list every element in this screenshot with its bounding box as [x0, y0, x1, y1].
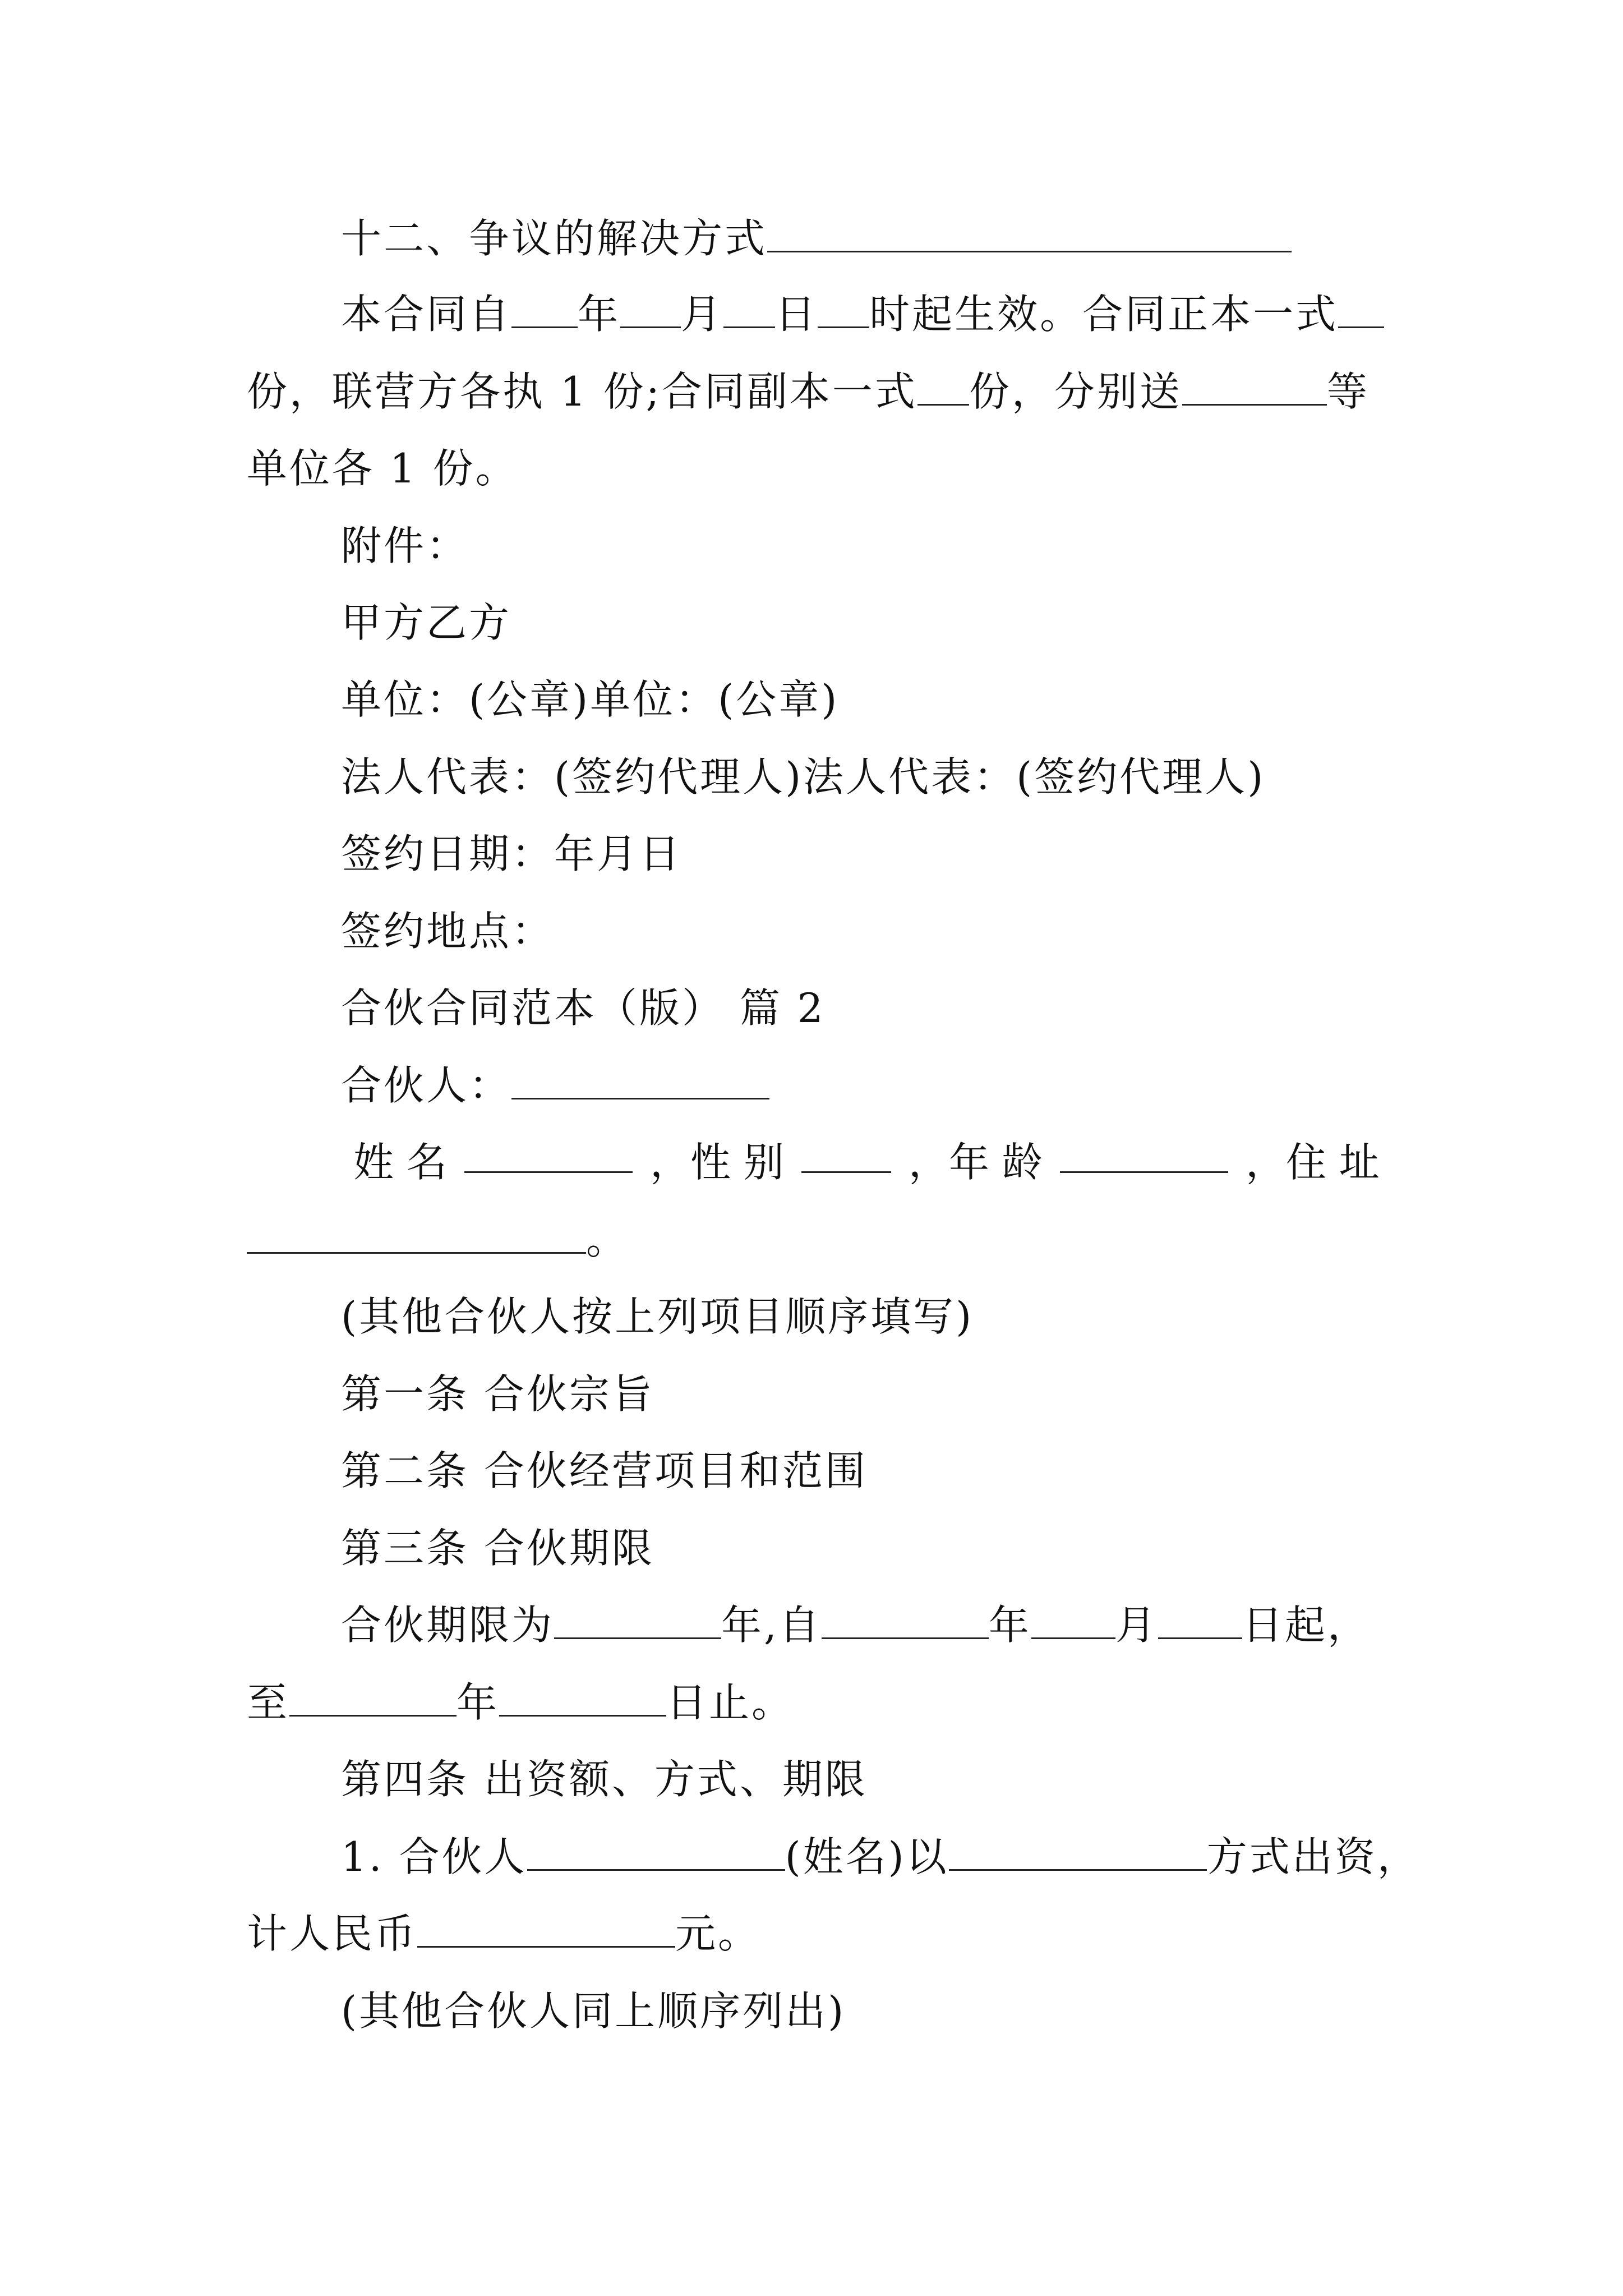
article-4: 第四条 出资额、方式、期限 [341, 1756, 868, 1803]
text: 计人民币 [247, 1910, 418, 1957]
copies-line [247, 364, 1370, 420]
blank-line [1158, 1600, 1242, 1639]
text: 姓 名 [353, 1139, 447, 1186]
text: 日止。 [666, 1679, 795, 1726]
unit-seal-line: 单位：(公章)单位：(公章) [341, 676, 840, 723]
clause-12-heading [341, 210, 1292, 266]
blank-line [917, 367, 969, 406]
text: 年,自 [721, 1602, 822, 1649]
term-line-end [247, 1674, 794, 1731]
blank-line [1060, 1134, 1228, 1173]
text: 月 [1115, 1602, 1158, 1649]
party-ab-label: 甲方乙方 [341, 599, 512, 646]
partner-line [341, 1057, 769, 1114]
partner-info-line [353, 1134, 1380, 1190]
blank-line [499, 1678, 666, 1717]
term-line [341, 1597, 1370, 1653]
text: 元。 [675, 1910, 761, 1957]
blank-line [620, 289, 681, 328]
attachment-label: 附件： [341, 522, 469, 569]
blank-line [464, 1134, 633, 1173]
blank-line [511, 1061, 769, 1099]
blank-line [723, 289, 775, 328]
text: ，年 龄 [909, 1139, 1043, 1186]
blank-line [527, 1832, 785, 1871]
contribution-amount-line [247, 1906, 760, 1962]
blank-line [247, 1215, 586, 1254]
legal-rep-line: 法人代表：(签约代理人)法人代表：(签约代理人) [341, 753, 1266, 800]
text: 日 [775, 291, 818, 338]
contribution-line [341, 1829, 1420, 1885]
effective-date-line [341, 286, 1384, 342]
text: 日起， [1242, 1602, 1370, 1649]
blank-line [1338, 289, 1384, 328]
blank-line [822, 1600, 989, 1639]
article-1: 第一条 合伙宗旨 [341, 1370, 654, 1418]
text: ，住 址 [1246, 1139, 1380, 1186]
text: 合伙人： [341, 1062, 512, 1109]
other-partners-note: (其他合伙人按上列项目顺序填写) [341, 1293, 974, 1340]
article-2: 第二条 合伙经营项目和范围 [341, 1447, 868, 1494]
article-3: 第三条 合伙期限 [341, 1525, 654, 1572]
text: 本合同自 [341, 291, 512, 338]
text: 合伙期限为 [341, 1602, 555, 1649]
text: 方式出资， [1206, 1833, 1420, 1880]
text: 年 [457, 1679, 500, 1726]
blank-line [1031, 1600, 1115, 1639]
blank-line [289, 1678, 457, 1717]
text: 年 [578, 291, 621, 338]
blank-line [818, 289, 869, 328]
text: (姓名)以 [785, 1833, 949, 1880]
copies-line-end: 单位各 1 份。 [247, 445, 518, 492]
other-partners-order-note: (其他合伙人同上顺序列出) [341, 1987, 846, 2035]
blank-line [1182, 367, 1327, 406]
sign-place-line: 签约地点： [341, 908, 555, 955]
blank-line [417, 1909, 675, 1948]
section-title: 合伙合同范本（版） 篇 2 [341, 984, 826, 1032]
text: 时起生效。合同正本一式 [869, 291, 1339, 338]
text: 年 [988, 1602, 1031, 1649]
blank-line [554, 1600, 721, 1639]
text: ，性 别 [650, 1139, 784, 1186]
text: 十二、争议的解决方式 [341, 215, 768, 262]
text: 等 [1326, 368, 1370, 415]
text: 份，联营方各执 1 份;合同副本一式 [247, 368, 917, 415]
text: 至 [247, 1679, 290, 1726]
sign-date-line: 签约日期：年月日 [341, 830, 683, 877]
text: 月 [681, 291, 724, 338]
address-line [247, 1212, 629, 1268]
blank-line [801, 1134, 891, 1173]
text: 1. 合伙人 [341, 1833, 527, 1880]
blank-line [767, 214, 1292, 252]
text: 。 [586, 1216, 629, 1263]
blank-line [511, 289, 578, 328]
text: 份，分别送 [969, 368, 1182, 415]
blank-line [949, 1832, 1207, 1871]
